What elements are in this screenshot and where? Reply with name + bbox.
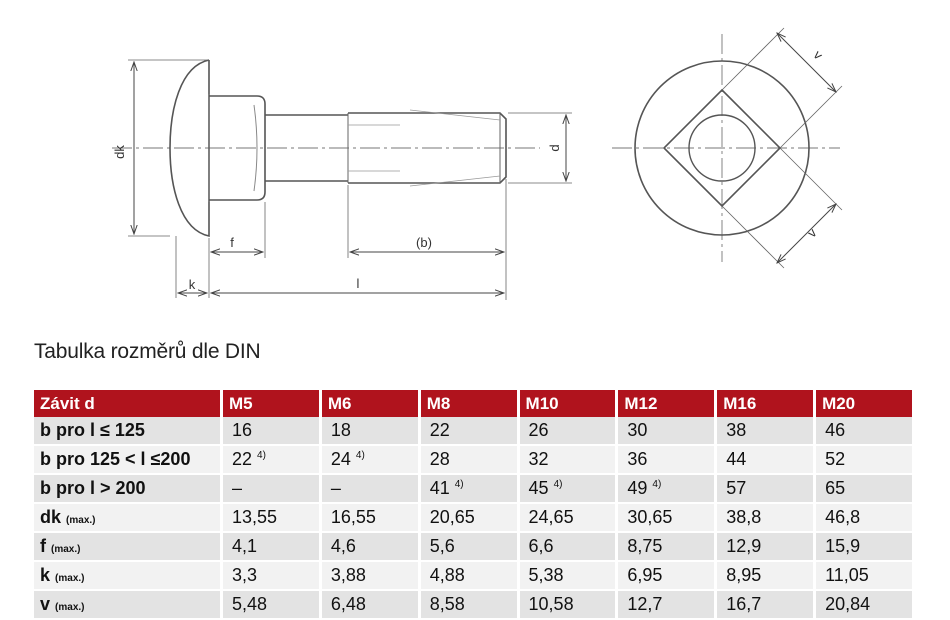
cell-value: 13,55 xyxy=(232,507,278,527)
table-cell xyxy=(618,504,714,533)
label-b: (b) xyxy=(416,235,432,250)
table-cell xyxy=(816,446,912,475)
table-row xyxy=(34,533,912,562)
table-cell xyxy=(816,533,912,562)
table-cell xyxy=(421,591,517,620)
table-cell xyxy=(717,591,813,620)
cell-value: 8,95 xyxy=(726,565,762,585)
table-cell xyxy=(520,446,616,475)
cell-value: 5,48 xyxy=(232,594,268,614)
table-cell xyxy=(618,417,714,446)
cell-value: 6,6 xyxy=(528,536,554,556)
cell-value: 28 xyxy=(429,449,450,469)
table-cell xyxy=(618,533,714,562)
cell-value: 5,6 xyxy=(429,536,455,556)
cell-value: 10,58 xyxy=(528,594,574,614)
table-cell xyxy=(421,446,517,475)
cell-value: 41 xyxy=(429,478,450,498)
label-d: d xyxy=(547,144,562,152)
row-label-text: b pro l ≤ 125 xyxy=(40,420,145,440)
table-cell xyxy=(322,504,418,533)
cell-value: 38,8 xyxy=(726,507,762,527)
table-cell xyxy=(223,591,319,620)
cell-value: 12,9 xyxy=(726,536,762,556)
label-k: k xyxy=(188,277,196,292)
row-label xyxy=(34,533,220,562)
cell-value: 44 xyxy=(726,449,747,469)
table-cell xyxy=(223,475,319,504)
table-cell xyxy=(520,475,616,504)
table-row xyxy=(34,591,912,620)
header-m6: M6 xyxy=(322,390,418,417)
header-m12: M12 xyxy=(618,390,714,417)
table-cell xyxy=(618,446,714,475)
row-label xyxy=(34,504,220,533)
row-label xyxy=(34,591,220,620)
row-label-qualifier: (max.) xyxy=(66,515,96,526)
table-cell xyxy=(717,504,813,533)
footnote-ref: 4) xyxy=(553,479,563,490)
cell-value: 18 xyxy=(330,420,351,440)
table-row xyxy=(34,446,912,475)
table-cell xyxy=(421,533,517,562)
cell-value: 30 xyxy=(627,420,648,440)
table-cell xyxy=(322,562,418,591)
header-m20: M20 xyxy=(816,390,912,417)
cell-value: 65 xyxy=(825,478,846,498)
cell-value: 6,95 xyxy=(627,565,663,585)
side-view xyxy=(112,60,572,300)
cell-value: 3,3 xyxy=(232,565,258,585)
table-cell xyxy=(322,475,418,504)
table-row xyxy=(34,562,912,591)
cell-value: 36 xyxy=(627,449,648,469)
cell-value: 46 xyxy=(825,420,846,440)
table-cell xyxy=(520,562,616,591)
table-cell xyxy=(421,562,517,591)
cell-value: 4,6 xyxy=(330,536,356,556)
table-cell xyxy=(717,446,813,475)
table-cell xyxy=(816,475,912,504)
table-row xyxy=(34,417,912,446)
label-l: l xyxy=(356,276,360,291)
table-cell xyxy=(520,533,616,562)
cell-value: 49 xyxy=(627,478,648,498)
cell-value: 5,38 xyxy=(528,565,564,585)
header-m5: M5 xyxy=(223,390,319,417)
table-cell xyxy=(816,591,912,620)
table-row xyxy=(34,475,912,504)
footnote-ref: 4) xyxy=(454,479,464,490)
table-header-row xyxy=(34,390,912,417)
row-label xyxy=(34,562,220,591)
cell-value: 24 xyxy=(330,449,351,469)
row-label-text: b pro l > 200 xyxy=(40,478,146,498)
table-cell xyxy=(816,417,912,446)
table-cell xyxy=(618,562,714,591)
cell-value: 22 xyxy=(429,420,450,440)
cell-value: 8,58 xyxy=(429,594,465,614)
cell-value: 26 xyxy=(528,420,549,440)
row-label-text: v xyxy=(40,594,51,614)
cell-value: – xyxy=(232,478,243,498)
table-cell xyxy=(223,446,319,475)
header-m10: M10 xyxy=(520,390,616,417)
cell-value: 22 xyxy=(232,449,253,469)
table-cell xyxy=(520,504,616,533)
footnote-ref: 4) xyxy=(257,450,266,461)
row-label xyxy=(34,475,220,504)
header-m16: M16 xyxy=(717,390,813,417)
cell-value: 11,05 xyxy=(825,565,869,585)
table-cell xyxy=(816,562,912,591)
cell-value: 12,7 xyxy=(627,594,663,614)
cell-value: 4,88 xyxy=(429,565,465,585)
header-m8: M8 xyxy=(421,390,517,417)
label-v-upper: v xyxy=(810,47,826,63)
cell-value: 32 xyxy=(528,449,549,469)
label-f: f xyxy=(230,235,234,250)
table-cell xyxy=(421,504,517,533)
table-caption: Tabulka rozměrů dle DIN xyxy=(34,340,261,363)
cell-value: 16,7 xyxy=(726,594,762,614)
label-v-lower: v xyxy=(804,225,820,241)
row-label xyxy=(34,446,220,475)
dim-v-upper xyxy=(777,33,836,92)
row-label-qualifier: (max.) xyxy=(55,602,85,613)
table-cell xyxy=(322,417,418,446)
table-cell xyxy=(717,475,813,504)
label-dk: dk xyxy=(112,145,127,159)
table-cell xyxy=(421,475,517,504)
table-cell xyxy=(223,504,319,533)
table-cell xyxy=(223,417,319,446)
end-view-labels xyxy=(804,47,826,240)
cell-value: – xyxy=(330,478,341,498)
table-cell xyxy=(717,533,813,562)
cell-value: 57 xyxy=(726,478,747,498)
cell-value: 16 xyxy=(232,420,253,440)
cell-value: 45 xyxy=(528,478,549,498)
cell-value: 52 xyxy=(825,449,846,469)
table-cell xyxy=(717,562,813,591)
row-label-qualifier: (max.) xyxy=(51,544,81,555)
side-view-labels xyxy=(112,144,562,292)
cell-value: 15,9 xyxy=(825,536,861,556)
cell-value: 16,55 xyxy=(330,507,376,527)
table-cell xyxy=(618,475,714,504)
cell-value: 3,88 xyxy=(330,565,366,585)
cell-value: 24,65 xyxy=(528,507,574,527)
row-label-text: k xyxy=(40,565,51,585)
cell-value: 4,1 xyxy=(232,536,258,556)
table-cell xyxy=(816,504,912,533)
table-cell xyxy=(520,417,616,446)
cell-value: 30,65 xyxy=(627,507,673,527)
cell-value: 46,8 xyxy=(825,507,861,527)
footnote-ref: 4) xyxy=(355,450,365,461)
table-cell xyxy=(618,591,714,620)
cell-value: 38 xyxy=(726,420,747,440)
row-label-text: b pro 125 < l ≤200 xyxy=(40,449,191,469)
cell-value: 6,48 xyxy=(330,594,366,614)
table-cell xyxy=(223,562,319,591)
table-row xyxy=(34,504,912,533)
table-cell xyxy=(223,533,319,562)
row-label-text: f xyxy=(40,536,46,556)
dim-v-lower xyxy=(777,204,836,263)
row-label xyxy=(34,417,220,446)
table-cell xyxy=(717,417,813,446)
footnote-ref: 4) xyxy=(652,479,662,490)
cell-value: 20,65 xyxy=(429,507,475,527)
cell-value: 20,84 xyxy=(825,594,871,614)
table-cell xyxy=(322,591,418,620)
table-cell xyxy=(322,446,418,475)
cell-value: 8,75 xyxy=(627,536,663,556)
row-label-qualifier: (max.) xyxy=(55,573,85,584)
row-label-text: dk xyxy=(40,507,62,527)
table-cell xyxy=(421,417,517,446)
dimensions-table xyxy=(31,390,915,620)
header-label: Závit d xyxy=(34,390,220,417)
table-cell xyxy=(322,533,418,562)
table-cell xyxy=(520,591,616,620)
